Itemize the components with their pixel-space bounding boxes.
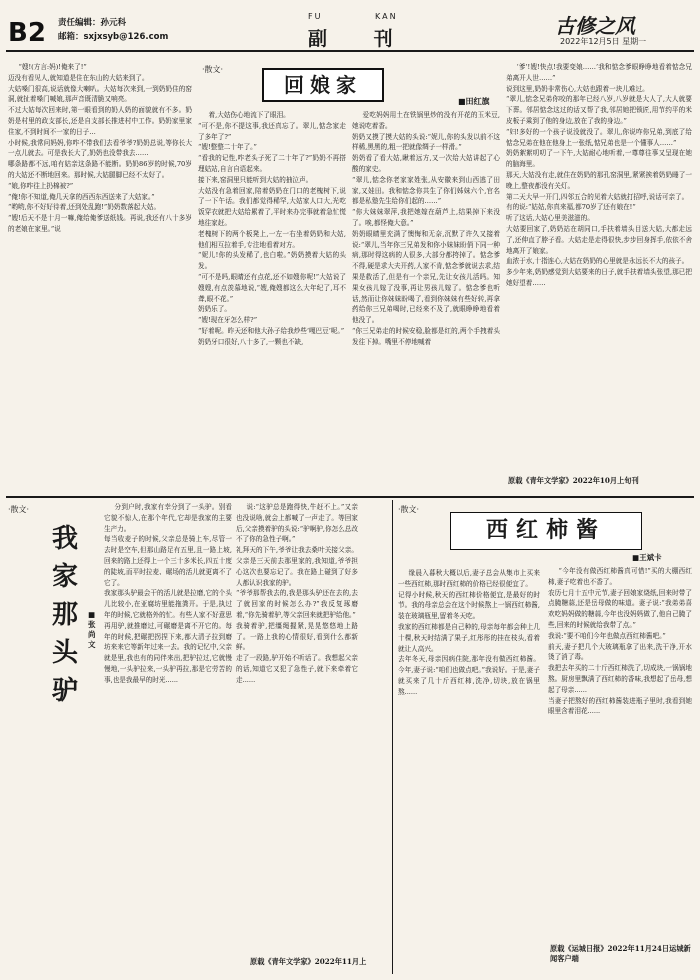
article1-source: 原载《青年文学家》2022年10月上旬刊 [508,476,639,485]
article3-author: ■王斌卡 [632,553,662,562]
article2-author: ■张尚文 [88,610,96,649]
article3-tag: ·散文· [398,505,420,514]
paper-brand: 古修之风 [555,14,635,38]
page-code: B2 [8,18,46,48]
article1-col3: 爱吃妈妈用土在铁锅里炒的没有开花的玉米豆,她说吃着香。 奶奶又摸了摸大姑的头说:“妮儿,你的头发以前不这样稀,黑黑的,粗一把就像绸子一样滑。” 奶奶看了看大姑,瞅着远方,又一次给大姑讲起了心酸的家史。 “翠儿,惦念你老家家姓张,从安徽来到山西逃了田家,又娃田。我和惦念你共生了你们姊妹六个,官名都是私塾先生给你们起的……” “你大妹妹翠萍,我把她嫁在葫芦上,结果掉下来没了。唉,都怪俺大意。” 奶奶眼睛里充满了懊悔和无奈,沉默了许久又接着说:“翠儿,当年你三兄弟发和你小妹妹盼俏下同一种病,那时得这病的人很多,大部分都挎掉了。惦念爹不得,硬是求大夫开药,人家不肯,惦念爹就说去求,结果是救活了,但是有一个亲兄,先让女孩儿活吗。知果女孩儿嫁了没事,再让男孩儿嫁了。惦念爹也听话,然而让你妹妹盼喝了,看到你妹妹有些好转,再拿药给你三兄弟喝时,已经来不及了,就眼睁睁地看着他没了。 “你三兄弟走的时候安稳,脸都是红的,两个手拽着头发往下掉。嘴里不停地喊着 [352,111,500,346]
section-title: 副 刊 [308,28,413,50]
date-line: 2022年12月5日 星期一 [560,37,647,46]
article2-title: 我家那头驴 [52,524,79,706]
article3-col1: 缘晨入暮秋大概以后,妻子总会从集市上买来一些西红柿,那时西红柿的价格已经很便宜了。 记得小时候,秋天的西红柿价格便宜,是最好的时节。我的母亲总会在这个时候熬上一锅西红柿酱,装在玻璃瓶里,留着冬天吃。 我家的西红柿都是自己种的,母亲每年都会种上几十棵,秋天时结满了果子,红彤彤的挂在枝头,看着就让人高兴。 去年冬天,母亲因病住院,那年没有做西红柿酱。今年,妻子说:“咱们也做点吧。”我说好。于是,妻子就买来了几十斤西红柿,洗净,切块,放在锅里熬...... [398,569,540,696]
article2-tag: ·散文· [8,505,30,514]
article1-col4: ‘爹’!嫂!快点!我要变娘……’我和惦念爹眼睁睁地看着惦念兄弟离开人世……” 说到这里,奶奶非常伤心,大姑也跟着一块儿难过。 “翠儿,惦念兄弟你咬的那年已经八岁,八岁就是大人了,大人就要下葬。邻居惦念这过的话又帮了我,邻居她把锁匠,用节约平的米皮板子乘到了他的身边,放在了我的身边。” “妇!多好的一个孩子说没就没了。翠儿,你说咋你兄弟,到底了给惦念兄弟在他在他身上一张纸,惦兄弟也是一个懂事人……” 奶奶絮絮叨叨了一下午,大姑耐心地听着,一尊尊往事又呈现在她的脑海里。 那天,大姑没有走,就住在奶奶的那孔窑洞里,紧紧挨着奶奶睡了一晚上,整夜都没有关灯。 第二天大早一开门,四邻五合的见着大姑就打招呼,说话可亲了。 有的说:“姑姑,你真来福,都70岁了还有娘在!” 听了这话,大姑心里美滋滋的。 大姑要回家了,奶奶站在胡同口,手扶着墙头目送大姑,大都走远了,还伸直了脖子看。大姑走是走得很快,步步回身挥手,依依不舍地离开了娘家。 血浓于水,十指连心,大姑在奶奶的心里就是永远长不大的孩子。 多少年来,奶奶感觉到大姑要来的日子,就手扶着墙头张望,那已把她好望着…… [506,63,692,287]
article1-title: 回娘家 [284,73,362,97]
editor-line: 责任编辑：孙元科 [58,18,127,28]
section-divider [6,496,694,498]
article1-title-box [262,68,384,102]
article1-col2: 着,大姑伤心地流下了眼泪。 “可不是,你不提这事,我还真忘了。翠儿,惦念家走了多年了?” “嫂!整整二十年了。” “看我的记性,咋老头子死了二十年了?”奶奶不再搭理姑站,自言自语起来。 接下来,窑洞里只能听到大姑的抽泣声。 大姑没有急着回家,陪着奶奶在门口的老槐树下,说了一下午话。我们都觉得稀罕,大姑家人口大,光吃饭穿衣就把大姑给累着了,平时来办完事就着急忙慌地往家赶。 老槐树下的两个板凳上,一左一右坐着奶奶和大姑,他们相互拉着手,专注地看着对方。 “妮儿!你的头发稀了,也白啦。”奶奶摸着大姑的头发。 “可不是吗,眼睛还有点花,还不如嫂你呢!”大姑说了嫂嫂,有点羡慕地说,“嫂,俺嫂都这么大年纪了,耳不聋,眼不花。” 奶奶乐了。 “嫂!现在牙怎么样?” “好着呢。昨天还和他大孙子给我炒些‘嘎巴豆’呢。” 奶奶牙口很好,八十多了,一颗也不缺, [198,111,346,346]
section-en-left: FU [308,12,323,21]
article3-title: 西红柿酱 [485,518,606,543]
vertical-divider [392,500,393,974]
article1-col1: “嫂!(方言:妈)!俺来了!” 迈没有看见人,就知道是住在东山的大姑来到了。 大姑嗓门很高,说话就像大喇叭。大姑每次来到,一到奶奶住的窑洞,就扯着嗓门喊娘,那声音既清脆又响亮。 不过大姑每次回来时,第一眼看到的奶人奶的面貌就有不多。奶奶是村里的政支部长,还是自支部长推进村中工作。奶奶家里家住家,不到时间不一家的日子… 小时候,我常问妈妈,你咋不带我们去看爷爷?奶奶总说,等你长大一点儿就去。可是我长大了,奶奶也没带我去…… 哪条路都不远,咱有姑亲这条路不能断。奶奶86岁的时候,70岁的大姑还不断地回来。那时候,大姑腿脚已经不太好了。 “娘,你咋往上扔棉被?” “俺!你不知道,俺几天拿的西西东西送来了大姑家。” “哟哟,你不好好待着,还到处乱跑!”奶奶数落起大姑。 “嫂!后天不是十月一嘛,俺给俺爹送纸钱。再说,我还有八十多岁的老娘在家里。”说 [8,63,192,233]
article1-author: ■田红旗 [458,97,490,106]
email-line: 邮箱：sxjxsyb@126.com [58,32,169,42]
article1-tag: ·散文· [202,65,224,74]
article3-col2: “今年没有做西红柿酱真可惜!”买的大棚西红柿,妻子吃着也不香了。 农历七月十五中元节,妻子回娘家烧纸,回来时带了点腌糖蒜,还是岳母做的味道。妻子说:“我弟弟喜欢吃妈妈做的糖蒜,今年也没妈妈做了,他自己腌了些,回来的时候就给我带了点。” 我说:“要不咱们今年也做点西红柿酱吧。” 前天,妻子把几个大玻璃瓶拿了出来,洗干净,开水烫了消了毒。 我把去年买的二十斤西红柿洗了,切成块,一锅锅地熬。厨房里飘满了西红柿的香味,我想起了岳母,想起了母亲...... 当妻子把熬好的西红柿酱装进瓶子里时,我看到她眼里含着泪花...... [548,567,692,716]
article2-col1: 分到户时,我家有幸分到了一头驴。别看它貌不惊人,在那个年代,它却是我家的主要生产力。 每当收麦子的时候,父亲总是骑上车,尽管一去时是空车,但那山路足有五里,且一路上坡,回来的路上还得上一个三十多米长,四五十度的陡坡,而平时拉麦、碾场的活儿就更离不了它了。 我家那头驴最会干的活儿就是拉磨,它的个头儿比较小,在亚腐坊里能拖粪开。于是,执过年的时候,它就格外的忙。有些人家不好意思再用驴,就推磨过,可碾磨是离不开它的。每年的时候,把碾把拐捏下来,都大清子拉到磨坊来来它等新年过来一去。我的记忆中,父亲就是里,我也有的同伴来出,把驴拉过,它就慢慢地,一头驴拉来,一头驴再拉,那是它劳苦的事,也是我最早的时光...... [104,503,232,684]
article3-title-box [450,512,642,550]
article2-source: 原载《青年文学家》2022年11月上 [250,957,367,966]
header-rule [6,50,694,52]
article3-source: 原载《运城日报》2022年11月24日运城新闻客户端 [550,944,691,963]
article2-col2: 说:“这驴总是跑得快,牛赶不上。”又亲也没说啥,就会上都喊了一声走了。等回家后,父亲摸着驴的头说:“驴啊驴,你怎么总改不了你的急性子啊。” 礼拜天的下午,爷爷让我去桑叶关接父亲。父亲是三天前去那里家的,我知道,爷爷担心这次也要忘记了。我在路上碰到了好多人都认识我家的驴。 “爷爷那帮我去的,我是那头驴还在去的,去了就回家的时候怎么办?”我反复琢磨着,“你先骑着驴,等父亲回来就把驴给他。” 我骑着驴,把缰绳握紧,晃晃悠悠地上路了。一路上我的心情很好,看到什么都新鲜。 走了一段路,驴开始不听话了。我想起父亲的话,知道它又犯了急性子,就下来牵着它走...... [236,503,358,684]
section-en-right: KAN [375,12,398,21]
